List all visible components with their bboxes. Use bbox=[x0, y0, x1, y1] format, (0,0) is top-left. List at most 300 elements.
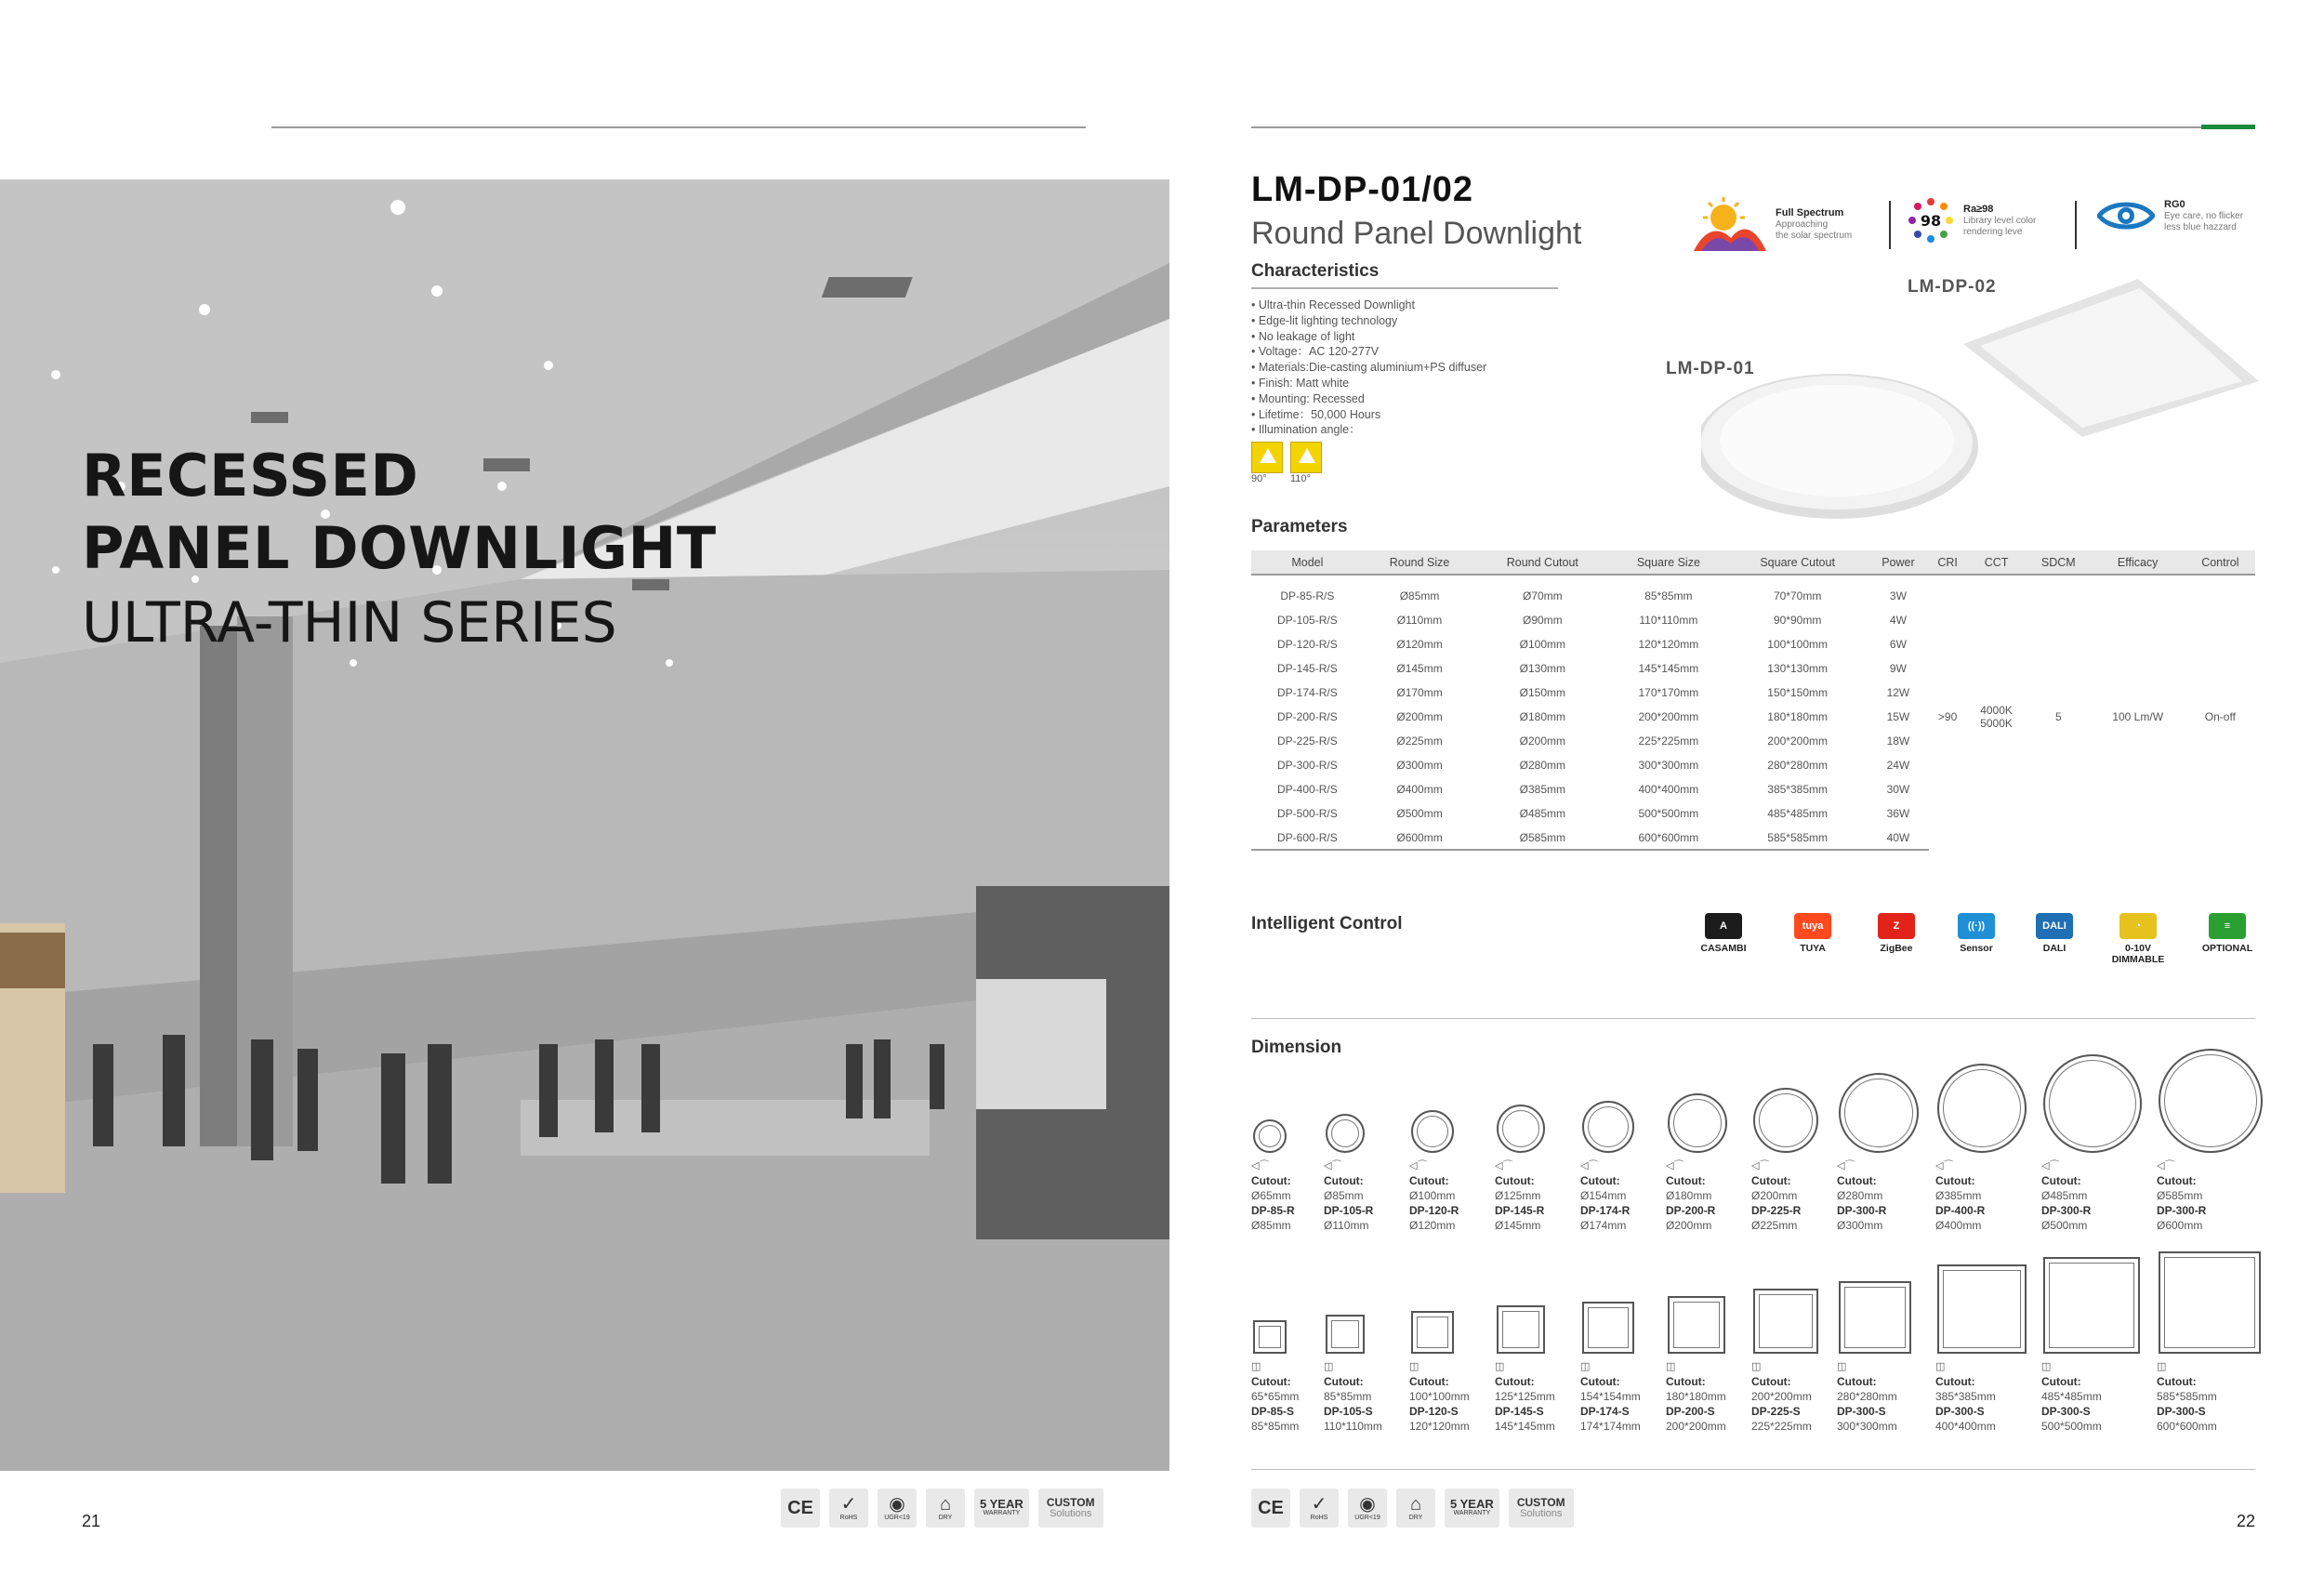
control-logo-icon: Z bbox=[1878, 913, 1915, 939]
feature-divider bbox=[1889, 201, 1891, 249]
dimension-model: DP-300-S bbox=[2041, 1405, 2091, 1418]
square-panel-drawing bbox=[1326, 1315, 1365, 1354]
cutout-label: Cutout: bbox=[1751, 1174, 1791, 1187]
product-images bbox=[1701, 270, 2259, 530]
accent-bar bbox=[2201, 125, 2255, 129]
col-power: Power bbox=[1868, 550, 1929, 575]
table-cell: DP-300-R/S bbox=[1277, 759, 1338, 772]
product-label-dp01: LM-DP-01 bbox=[1666, 359, 1755, 378]
round-panel-drawing bbox=[1253, 1119, 1287, 1153]
cutout-label: Cutout: bbox=[1580, 1375, 1620, 1388]
dimension-icon: ◫ bbox=[1837, 1361, 1847, 1372]
control-label: 0-10V DIMMABLE bbox=[2111, 943, 2165, 965]
table-cell: 585*585mm bbox=[1727, 826, 1867, 850]
table-shared-cell bbox=[2027, 584, 2091, 850]
table-header-row bbox=[1251, 550, 2255, 575]
square-panel-drawing bbox=[1668, 1296, 1725, 1354]
table-cell: Ø600mm bbox=[1364, 826, 1476, 850]
dry-icon: ⌂ DRY bbox=[926, 1489, 965, 1528]
warranty-badge: 5 YEAR WARRANTY bbox=[974, 1489, 1029, 1528]
ce-icon: CE bbox=[1251, 1489, 1290, 1528]
svg-text:98: 98 bbox=[1920, 212, 1942, 230]
table-cell: 600*600mm bbox=[1609, 826, 1727, 850]
table-cell: Ø300mm bbox=[1396, 759, 1443, 772]
cutout-label: Cutout: bbox=[1580, 1174, 1620, 1187]
feature-full-spectrum: Full Spectrum Approaching the solar spectrum bbox=[1694, 197, 1852, 251]
table-cell: Ø225mm bbox=[1396, 734, 1443, 748]
cutout-label: Cutout: bbox=[1495, 1375, 1535, 1388]
hero-title-line1: RECESSED bbox=[82, 442, 419, 509]
table-cell: 36W bbox=[1886, 807, 1910, 820]
rohs-icon: ✓ RoHS bbox=[1300, 1489, 1339, 1528]
model-title: LM-DP-01/02 bbox=[1251, 170, 1474, 209]
control-logo bbox=[2101, 913, 2175, 965]
round-panel-drawing bbox=[1937, 1064, 2027, 1153]
dimension-icon: ◁⌒ bbox=[1751, 1160, 1770, 1171]
table-cell: 9W bbox=[1889, 662, 1907, 675]
table-cell: 130*130mm bbox=[1767, 662, 1828, 675]
dimension-size: 400*400mm bbox=[1935, 1420, 1996, 1433]
dimension-model: DP-120-R bbox=[1409, 1204, 1459, 1217]
shared-value: On-off bbox=[2204, 710, 2236, 723]
ugr-icon: ◉ UGR<19 bbox=[1348, 1489, 1387, 1528]
control-label: DALI bbox=[2042, 943, 2067, 954]
dimension-size: 120*120mm bbox=[1409, 1420, 1470, 1433]
table-cell: DP-500-R/S bbox=[1277, 807, 1338, 820]
dimension-size: Ø600mm bbox=[2157, 1219, 2203, 1232]
round-panel-drawing bbox=[1582, 1101, 1634, 1153]
dimension-size: 200*200mm bbox=[1666, 1420, 1726, 1433]
square-panel-drawing bbox=[1582, 1302, 1634, 1354]
dimension-icon: ◁⌒ bbox=[2157, 1160, 2175, 1171]
custom-solutions-badge: CUSTOM Solutions bbox=[1038, 1489, 1103, 1528]
cutout-value: Ø154mm bbox=[1580, 1189, 1627, 1202]
control-logo-icon: DALI bbox=[2036, 913, 2073, 939]
dimension-icon: ◁⌒ bbox=[1935, 1160, 1954, 1171]
ugr-icon: ◉ UGR<19 bbox=[878, 1489, 917, 1528]
dimension-icon: ◁⌒ bbox=[1251, 1160, 1270, 1171]
dimension-model: DP-105-S bbox=[1324, 1405, 1373, 1418]
cutout-value: Ø585mm bbox=[2157, 1189, 2203, 1202]
dry-icon: ⌂ DRY bbox=[1396, 1489, 1435, 1528]
square-panel-drawing bbox=[1937, 1264, 2027, 1354]
cutout-value: 65*65mm bbox=[1251, 1390, 1300, 1403]
ra98-icon bbox=[1908, 197, 1954, 244]
cutout-value: 180*180mm bbox=[1666, 1390, 1726, 1403]
cutout-value: 280*280mm bbox=[1837, 1390, 1897, 1403]
round-panel-drawing bbox=[1668, 1093, 1727, 1153]
round-dimension bbox=[1837, 1158, 1939, 1233]
col-round-cutout: Round Cutout bbox=[1475, 550, 1609, 575]
col-square-cutout: Square Cutout bbox=[1727, 550, 1867, 575]
dimension-size: 145*145mm bbox=[1495, 1420, 1555, 1433]
dimension-size: 85*85mm bbox=[1251, 1420, 1300, 1433]
shared-value: >90 bbox=[1937, 710, 1958, 723]
control-logo bbox=[1859, 913, 1934, 954]
table-cell: 170*170mm bbox=[1638, 686, 1699, 699]
table-cell: DP-600-R/S bbox=[1251, 826, 1364, 850]
table-cell: 12W bbox=[1886, 686, 1910, 699]
cutout-value: 100*100mm bbox=[1409, 1390, 1470, 1403]
table-cell: Ø120mm bbox=[1396, 638, 1443, 651]
table-cell: Ø385mm bbox=[1519, 783, 1565, 796]
control-logo-icon: A bbox=[1705, 913, 1742, 939]
characteristic-item: • Ultra-thin Recessed Downlight bbox=[1251, 298, 1415, 311]
dimension-icon: ◁⌒ bbox=[1837, 1160, 1855, 1171]
dimension-model: DP-200-R bbox=[1666, 1204, 1716, 1217]
characteristic-item: • Lifetime：50,000 Hours bbox=[1251, 407, 1381, 421]
table-cell: 200*200mm bbox=[1638, 710, 1699, 723]
dimension-icon: ◫ bbox=[1935, 1361, 1946, 1372]
characteristic-item: • Materials:Die-casting aluminium+PS diffuser bbox=[1251, 361, 1487, 375]
eye-icon bbox=[2097, 197, 2155, 234]
page-number-right: 22 bbox=[2237, 1512, 2256, 1530]
cutout-label: Cutout: bbox=[1495, 1174, 1535, 1187]
cutout-label: Cutout: bbox=[1324, 1375, 1364, 1388]
table-cell: Ø585mm bbox=[1475, 826, 1609, 850]
square-panel-drawing bbox=[1497, 1305, 1545, 1354]
dimension-model: DP-300-S bbox=[1837, 1405, 1886, 1418]
round-panel-drawing bbox=[2043, 1054, 2142, 1153]
cutout-label: Cutout: bbox=[2041, 1375, 2081, 1388]
dimension-size: 300*300mm bbox=[1837, 1420, 1897, 1433]
control-label: ZigBee bbox=[1880, 943, 1913, 954]
cutout-label: Cutout: bbox=[1935, 1375, 1975, 1388]
cutout-value: Ø100mm bbox=[1409, 1189, 1456, 1202]
table-cell: DP-200-R/S bbox=[1277, 710, 1338, 723]
control-label: TUYA bbox=[1800, 943, 1826, 954]
dimension-heading: Dimension bbox=[1251, 1038, 1342, 1057]
dimension-size: Ø200mm bbox=[1666, 1219, 1712, 1232]
dimension-size: Ø500mm bbox=[2041, 1219, 2088, 1232]
table-cell: Ø200mm bbox=[1396, 710, 1443, 723]
intelligent-control-rule bbox=[1251, 1018, 2255, 1019]
square-panel-drawing bbox=[2159, 1251, 2261, 1354]
table-cell: 24W bbox=[1886, 759, 1910, 772]
dimension-size: 225*225mm bbox=[1751, 1420, 1812, 1433]
square-panel-drawing bbox=[1411, 1311, 1454, 1354]
square-panel-drawing bbox=[1753, 1289, 1818, 1354]
cutout-label: Cutout: bbox=[2157, 1174, 2197, 1187]
table-cell: Ø145mm bbox=[1396, 662, 1443, 675]
table-cell: 3W bbox=[1889, 589, 1907, 602]
dimension-icon: ◫ bbox=[1251, 1361, 1261, 1372]
cutout-value: 585*585mm bbox=[2157, 1390, 2217, 1403]
table-cell: 18W bbox=[1886, 734, 1910, 748]
round-panel-drawing bbox=[2159, 1049, 2263, 1153]
bottom-rule-right bbox=[1251, 1469, 2255, 1470]
cutout-label: Cutout: bbox=[1409, 1174, 1449, 1187]
col-sdcm: SDCM bbox=[2027, 550, 2091, 575]
cutout-value: Ø65mm bbox=[1251, 1189, 1291, 1202]
dimension-size: Ø145mm bbox=[1495, 1219, 1541, 1232]
dimension-icon: ◫ bbox=[2041, 1361, 2052, 1372]
table-shared-cell bbox=[1966, 584, 2027, 850]
dimension-size: Ø120mm bbox=[1409, 1219, 1456, 1232]
cutout-label: Cutout: bbox=[1251, 1174, 1291, 1187]
dimension-icon: ◁⌒ bbox=[1495, 1160, 1513, 1171]
dimension-model: DP-400-R bbox=[1935, 1204, 1986, 1217]
angle-90: 90° bbox=[1251, 442, 1283, 484]
dimension-model: DP-85-R bbox=[1251, 1204, 1295, 1217]
product-label-dp02: LM-DP-02 bbox=[1908, 277, 1997, 297]
cutout-value: 85*85mm bbox=[1324, 1390, 1372, 1403]
table-cell: Ø280mm bbox=[1519, 759, 1565, 772]
round-dimension bbox=[2157, 1158, 2259, 1233]
dimension-icon: ◫ bbox=[2157, 1361, 2167, 1372]
dimension-model: DP-300-R bbox=[2157, 1204, 2207, 1217]
table-cell: 400*400mm bbox=[1638, 783, 1699, 796]
beam-angle-icon bbox=[1290, 442, 1322, 473]
dimension-model: DP-105-R bbox=[1324, 1204, 1374, 1217]
cutout-value: 154*154mm bbox=[1580, 1390, 1641, 1403]
table-cell: 280*280mm bbox=[1767, 759, 1828, 772]
dimension-icon: ◁⌒ bbox=[1580, 1160, 1599, 1171]
parameters-heading: Parameters bbox=[1251, 517, 1348, 536]
dimension-size: 110*110mm bbox=[1324, 1420, 1382, 1433]
table-cell: 90*90mm bbox=[1773, 614, 1822, 627]
cutout-label: Cutout: bbox=[1409, 1375, 1449, 1388]
table-cell: Ø170mm bbox=[1396, 686, 1443, 699]
top-rule-right bbox=[1251, 126, 2255, 128]
cutout-label: Cutout: bbox=[2157, 1375, 2197, 1388]
angle-110: 110° bbox=[1290, 442, 1322, 484]
cutout-label: Cutout: bbox=[2041, 1174, 2081, 1187]
dimension-model: DP-85-S bbox=[1251, 1405, 1295, 1418]
characteristics-heading: Characteristics bbox=[1251, 261, 1380, 281]
cutout-value: Ø125mm bbox=[1495, 1189, 1541, 1202]
cutout-value: Ø200mm bbox=[1751, 1189, 1798, 1202]
table-cell: 70*70mm bbox=[1773, 589, 1822, 602]
dimension-model: DP-200-S bbox=[1666, 1405, 1715, 1418]
cutout-value: 485*485mm bbox=[2041, 1390, 2102, 1403]
dimension-model: DP-174-R bbox=[1580, 1204, 1631, 1217]
table-cell: 100*100mm bbox=[1767, 638, 1828, 651]
table-cell: 225*225mm bbox=[1638, 734, 1699, 748]
page-number-left: 21 bbox=[82, 1512, 101, 1530]
dimension-size: Ø85mm bbox=[1251, 1219, 1291, 1232]
table-cell: Ø200mm bbox=[1519, 734, 1565, 748]
control-logo bbox=[1939, 913, 2014, 954]
dimension-icon: ◫ bbox=[1324, 1361, 1334, 1372]
hero-title bbox=[82, 440, 825, 661]
table-shared-cell bbox=[2091, 584, 2185, 850]
table-cell: Ø180mm bbox=[1519, 710, 1565, 723]
table-cell: Ø400mm bbox=[1396, 783, 1443, 796]
model-subtitle: Round Panel Downlight bbox=[1251, 216, 1582, 251]
cutout-value: Ø180mm bbox=[1666, 1189, 1712, 1202]
cutout-value: 200*200mm bbox=[1751, 1390, 1812, 1403]
table-cell: 180*180mm bbox=[1767, 710, 1828, 723]
square-panel-drawing bbox=[1253, 1320, 1287, 1354]
dimension-size: Ø225mm bbox=[1751, 1219, 1798, 1232]
shared-value: 100 Lm/W bbox=[2112, 710, 2164, 723]
col-round-size: Round Size bbox=[1364, 550, 1476, 575]
dimension-model: DP-145-S bbox=[1495, 1405, 1544, 1418]
cutout-label: Cutout: bbox=[1324, 1174, 1364, 1187]
shared-value: 5000K bbox=[1980, 717, 2013, 730]
table-cell: Ø500mm bbox=[1396, 807, 1443, 820]
round-panel-drawing bbox=[1411, 1110, 1454, 1153]
table-cell: Ø110mm bbox=[1396, 614, 1443, 627]
control-logo bbox=[1686, 913, 1761, 954]
dimension-model: DP-174-S bbox=[1580, 1405, 1630, 1418]
table-cell: 40W bbox=[1868, 826, 1929, 850]
dimension-size: Ø174mm bbox=[1580, 1219, 1627, 1232]
dimension-model: DP-300-S bbox=[1935, 1405, 1985, 1418]
parameters-body bbox=[1251, 575, 2255, 850]
col-efficacy: Efficacy bbox=[2091, 550, 2185, 575]
cutout-value: Ø85mm bbox=[1324, 1189, 1364, 1202]
table-cell: 30W bbox=[1886, 783, 1910, 796]
table-cell: Ø90mm bbox=[1522, 614, 1563, 627]
table-cell: Ø130mm bbox=[1519, 662, 1565, 675]
table-cell: 110*110mm bbox=[1639, 614, 1698, 627]
cert-row-left bbox=[781, 1489, 1103, 1528]
square-panel-drawing bbox=[2043, 1257, 2140, 1354]
shared-value: 4000K bbox=[1980, 704, 2013, 717]
dimension-icon: ◫ bbox=[1495, 1361, 1505, 1372]
table-cell: 150*150mm bbox=[1767, 686, 1828, 699]
table-cell: DP-225-R/S bbox=[1277, 734, 1338, 748]
control-logo bbox=[2017, 913, 2092, 954]
dimension-model: DP-225-R bbox=[1751, 1204, 1802, 1217]
square-dimension bbox=[2041, 1359, 2144, 1434]
feature-rg0: RG0 Eye care, no flicker less blue hazzard bbox=[2097, 197, 2243, 234]
characteristic-item: • Voltage：AC 120-277V bbox=[1251, 345, 1380, 359]
sun-spectrum-icon bbox=[1694, 197, 1766, 251]
control-logo-icon: ◔ bbox=[2119, 913, 2157, 939]
table-cell: 4W bbox=[1889, 614, 1907, 627]
control-logo-icon: ((·)) bbox=[1958, 913, 1995, 939]
dimension-size: Ø110mm bbox=[1324, 1219, 1369, 1232]
dimension-size: 500*500mm bbox=[2041, 1420, 2102, 1433]
table-cell: 15W bbox=[1886, 710, 1910, 723]
hero-title-line3: ULTRA-THIN SERIES bbox=[82, 590, 617, 655]
round-dimension bbox=[1935, 1158, 2038, 1233]
table-cell: Ø150mm bbox=[1519, 686, 1565, 699]
illumination-angles bbox=[1251, 442, 1322, 484]
cutout-label: Cutout: bbox=[1666, 1375, 1706, 1388]
round-panel-drawing bbox=[1839, 1073, 1919, 1153]
col-cri: CRI bbox=[1929, 550, 1966, 575]
table-cell: Ø85mm bbox=[1399, 589, 1440, 602]
round-panel-drawing bbox=[1326, 1114, 1365, 1153]
beam-angle-icon bbox=[1251, 442, 1283, 473]
dimension-icon: ◁⌒ bbox=[1409, 1160, 1428, 1171]
table-cell: 500*500mm bbox=[1638, 807, 1699, 820]
dimension-icon: ◁⌒ bbox=[1666, 1160, 1684, 1171]
cutout-label: Cutout: bbox=[1251, 1375, 1291, 1388]
warranty-badge: 5 YEAR WARRANTY bbox=[1445, 1489, 1499, 1528]
hero-title-line2: PANEL DOWNLIGHT bbox=[82, 514, 717, 582]
dimension-icon: ◫ bbox=[1666, 1361, 1676, 1372]
ce-icon: CE bbox=[781, 1489, 820, 1528]
dimension-model: DP-120-S bbox=[1409, 1405, 1459, 1418]
dimension-icon: ◫ bbox=[1751, 1361, 1762, 1372]
control-logo bbox=[1776, 913, 1850, 954]
table-cell: 385*385mm bbox=[1767, 783, 1828, 796]
round-dimension bbox=[2041, 1158, 2144, 1233]
table-cell: DP-174-R/S bbox=[1277, 686, 1338, 699]
control-label: CASAMBI bbox=[1700, 943, 1747, 954]
cutout-value: 385*385mm bbox=[1935, 1390, 1996, 1403]
intelligent-control-heading: Intelligent Control bbox=[1251, 914, 1403, 933]
cutout-value: Ø280mm bbox=[1837, 1189, 1883, 1202]
feature-divider bbox=[2075, 201, 2077, 249]
table-cell: 200*200mm bbox=[1767, 734, 1828, 748]
cutout-label: Cutout: bbox=[1666, 1174, 1706, 1187]
col-square-size: Square Size bbox=[1609, 550, 1727, 575]
parameters-table bbox=[1251, 550, 2255, 851]
top-rule-left bbox=[271, 126, 1086, 128]
table-cell: 6W bbox=[1889, 638, 1907, 651]
dimension-model: DP-145-R bbox=[1495, 1204, 1545, 1217]
table-cell: 85*85mm bbox=[1644, 589, 1693, 602]
table-row bbox=[1251, 584, 2255, 608]
hero-photo bbox=[0, 179, 1169, 1471]
round-panel-drawing bbox=[1497, 1105, 1545, 1153]
characteristic-item: • Illumination angle： bbox=[1251, 423, 1361, 437]
control-logo-icon: ≡ bbox=[2209, 913, 2246, 939]
dimension-model: DP-300-R bbox=[2041, 1204, 2092, 1217]
feature-ra98: 98 Ra≥98 Library level color rendering leve bbox=[1908, 197, 2036, 244]
col-cct: CCT bbox=[1966, 550, 2027, 575]
square-panel-drawing bbox=[1839, 1281, 1911, 1354]
dimension-model: DP-300-R bbox=[1837, 1204, 1887, 1217]
mall-interior-illustration bbox=[0, 179, 1169, 1471]
dimension-icon: ◁⌒ bbox=[2041, 1160, 2060, 1171]
table-cell: DP-400-R/S bbox=[1277, 783, 1338, 796]
custom-solutions-badge: CUSTOM Solutions bbox=[1509, 1489, 1574, 1528]
square-dimension bbox=[2157, 1359, 2259, 1434]
dimension-size: 174*174mm bbox=[1580, 1420, 1641, 1433]
cutout-value: Ø485mm bbox=[2041, 1189, 2088, 1202]
cutout-value: 125*125mm bbox=[1495, 1390, 1555, 1403]
characteristic-item: • Edge-lit lighting technology bbox=[1251, 313, 1398, 327]
square-dimension bbox=[1935, 1359, 2038, 1434]
table-cell: DP-105-R/S bbox=[1277, 614, 1338, 627]
table-cell: Ø485mm bbox=[1519, 807, 1565, 820]
col-model: Model bbox=[1251, 550, 1364, 575]
dimension-icon: ◫ bbox=[1580, 1361, 1591, 1372]
square-dimension bbox=[1837, 1359, 1939, 1434]
cutout-value: Ø385mm bbox=[1935, 1189, 1982, 1202]
cert-row-right bbox=[1251, 1489, 1574, 1528]
cutout-label: Cutout: bbox=[1837, 1375, 1877, 1388]
dimension-model: DP-300-S bbox=[2157, 1405, 2206, 1418]
table-cell: 485*485mm bbox=[1767, 807, 1828, 820]
dimension-model: DP-225-S bbox=[1751, 1405, 1801, 1418]
table-cell: 300*300mm bbox=[1638, 759, 1699, 772]
table-cell: Ø70mm bbox=[1522, 589, 1563, 602]
table-shared-cell bbox=[1929, 584, 1966, 850]
table-cell: 120*120mm bbox=[1638, 638, 1699, 651]
dimension-icon: ◁⌒ bbox=[1324, 1160, 1342, 1171]
characteristic-item: • No leakage of light bbox=[1251, 329, 1355, 343]
dimension-size: Ø400mm bbox=[1935, 1219, 1982, 1232]
rohs-icon: ✓ RoHS bbox=[829, 1489, 868, 1528]
dimension-icon: ◫ bbox=[1409, 1361, 1419, 1372]
control-logo bbox=[2190, 913, 2265, 954]
dimension-size: Ø300mm bbox=[1837, 1219, 1883, 1232]
characteristic-item: • Mounting: Recessed bbox=[1251, 391, 1365, 405]
table-cell: Ø100mm bbox=[1519, 638, 1565, 651]
table-shared-cell bbox=[2185, 584, 2255, 850]
table-cell: DP-145-R/S bbox=[1277, 662, 1338, 675]
dimension-size: 600*600mm bbox=[2157, 1420, 2217, 1433]
table-cell: 145*145mm bbox=[1638, 662, 1699, 675]
